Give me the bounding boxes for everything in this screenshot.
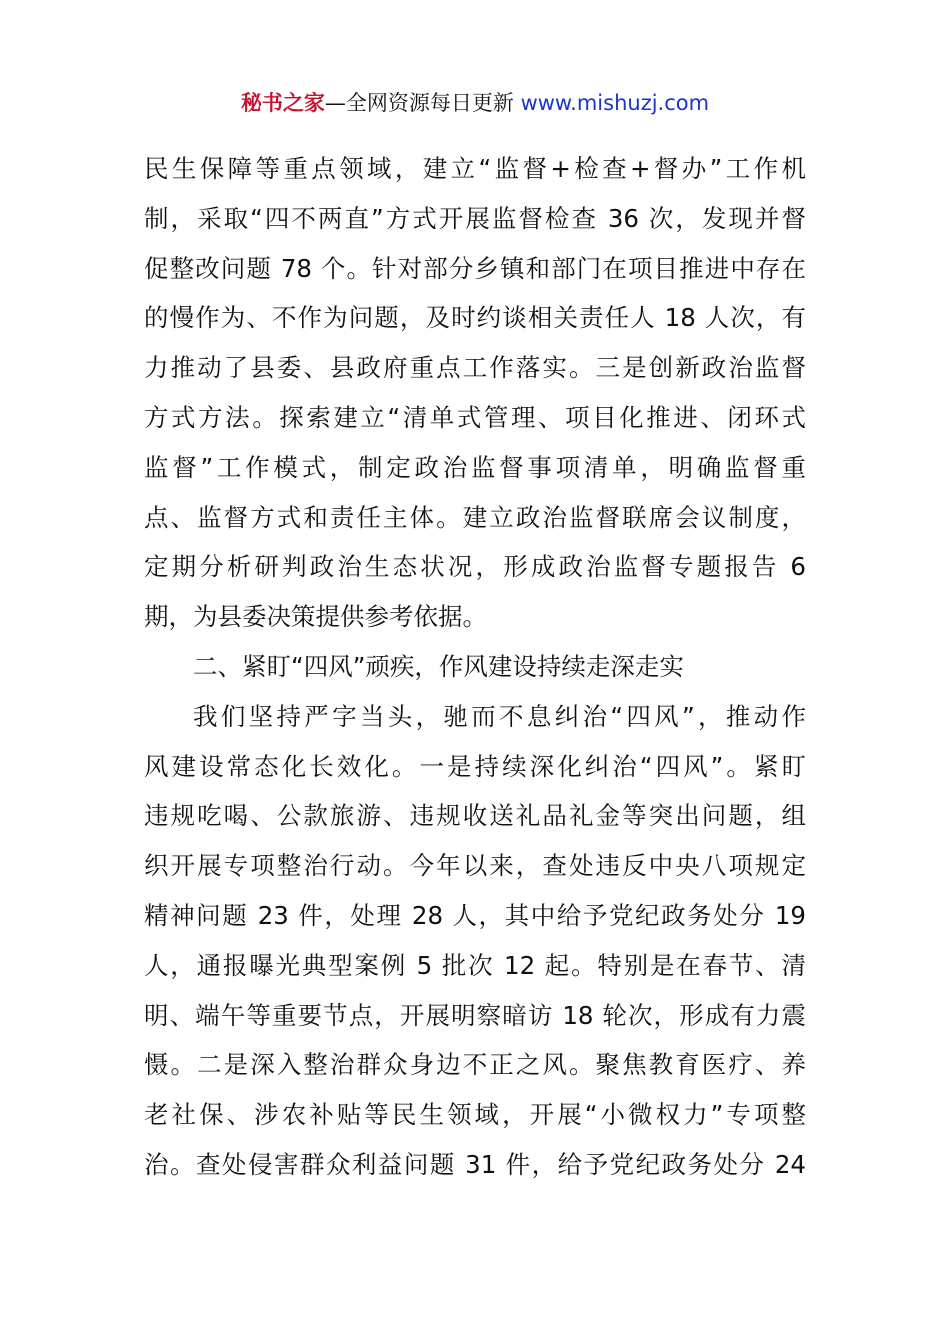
body-line: 治。查处侵害群众利益问题 31 件，给予党纪政务处分 24 [144,1149,806,1179]
body-line: 明、端午等重要节点，开展明察暗访 18 轮次，形成有力震 [144,1000,806,1030]
body-line: 定期分析研判政治生态状况，形成政治监督专题报告 6 [144,552,806,582]
body-line: 民生保障等重点领域，建立“监督+检查+督办”工作机 [144,154,806,183]
body-line: 促整改问题 78 个。针对部分乡镇和部门在项目推进中存在 [144,253,806,283]
body-line: 织开展专项整治行动。今年以来，查处违反中央八项规定 [144,851,806,881]
document-body [144,144,806,1190]
body-line: 老社保、涉农补贴等民生领域，开展“小微权力”专项整 [144,1100,806,1130]
body-line: 监督”工作模式，制定政治监督事项清单，明确监督重 [144,452,806,482]
body-line: 点、监督方式和责任主体。建立政治监督联席会议制度， [144,502,806,532]
body-line: 方式方法。探索建立“清单式管理、项目化推进、闭环式 [144,402,806,432]
section-heading: 二、紧盯“四风”顽疾，作风建设持续走深走实 [193,651,684,681]
body-line: 风建设常态化长效化。一是持续深化纠治“四风”。紧盯 [144,751,806,781]
body-line: 期，为县委决策提供参考依据。 [144,602,487,632]
page-header [0,88,950,118]
body-line: 的慢作为、不作为问题，及时约谈相关责任人 18 人次，有 [144,303,806,333]
body-line: 慑。二是深入整治群众身边不正之风。聚焦教育医疗、养 [144,1050,806,1080]
header-tagline: —全网资源每日更新 [324,91,514,115]
site-url[interactable]: www.mishuzj.com [520,91,710,115]
body-line: 力推动了县委、县政府重点工作落实。三是创新政治监督 [144,353,806,383]
body-line: 我们坚持严字当头，驰而不息纠治“四风”，推动作 [193,701,806,731]
body-line: 人，通报曝光典型案例 5 批次 12 起。特别是在春节、清 [144,950,806,980]
brand-name: 秘书之家 [240,91,325,115]
body-line: 违规吃喝、公款旅游、违规收送礼品礼金等突出问题，组 [144,801,806,831]
body-line: 制，采取“四不两直”方式开展监督检查 36 次，发现并督 [144,203,806,233]
body-line: 精神问题 23 件，处理 28 人，其中给予党纪政务处分 19 [144,900,806,930]
